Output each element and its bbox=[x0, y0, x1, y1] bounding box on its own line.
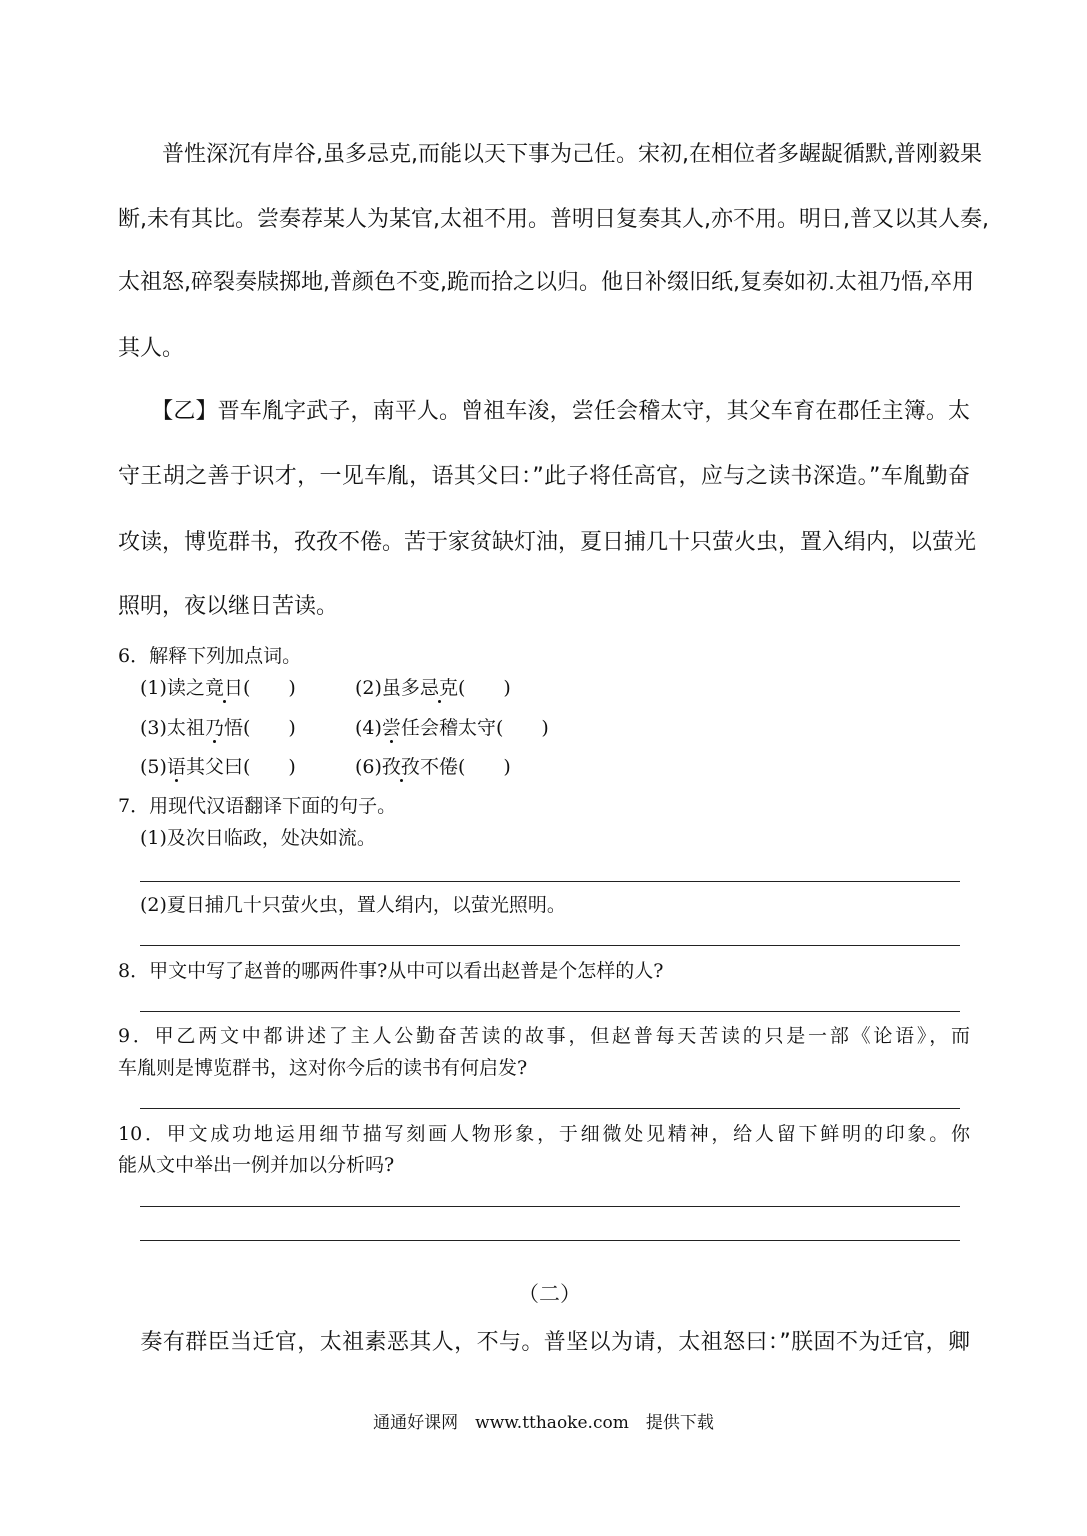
dotted-word: 忌克 bbox=[419, 677, 458, 699]
question-7-title: 7．用现代汉语翻译下面的句子。 bbox=[118, 795, 397, 817]
footer: 通通好课网 www.tthaoke.com 提供下载 bbox=[373, 1413, 714, 1433]
item-2: (2)虽多忌克( ) bbox=[355, 677, 511, 699]
answer-line[interactable] bbox=[140, 1240, 960, 1241]
item-3: (3)太祖乃悟( ) bbox=[140, 717, 296, 739]
section-heading: （二） bbox=[518, 1282, 581, 1306]
answer-line[interactable] bbox=[140, 1206, 960, 1207]
text-line: 照明，夜以继日苦读。 bbox=[118, 594, 339, 619]
answer-line[interactable] bbox=[140, 945, 960, 946]
dotted-word: 竟日 bbox=[204, 677, 243, 699]
dotted-word: 孜孜 bbox=[381, 756, 420, 778]
question-9: 9．甲乙两文中都讲述了主人公勤奋苦读的故事，但赵普每天苦读的只是一部《论语》，而 bbox=[118, 1025, 970, 1047]
text-line: 奏有群臣当迁官，太祖素恶其人，不与。普坚以为请，太祖怒曰：”朕固不为迁官，卿 bbox=[118, 1330, 970, 1355]
text-line: 断,未有其比。尝奏荐某人为某官,太祖不用。普明日复奏其人,亦不用。明日,普又以其人奏, bbox=[118, 207, 989, 232]
text-line: 其人。 bbox=[118, 336, 185, 361]
dotted-word: 尝 bbox=[381, 717, 401, 739]
question-6-row bbox=[140, 715, 992, 741]
question-6-row bbox=[140, 675, 992, 701]
item-6: (6)孜孜不倦( ) bbox=[355, 756, 511, 778]
item-1: (1)读之竟日( ) bbox=[140, 677, 296, 699]
question-9-cont: 车胤则是博览群书，这对你今后的读书有何启发? bbox=[118, 1057, 528, 1079]
question-10: 10．甲文成功地运用细节描写刻画人物形象，于细微处见精神，给人留下鲜明的印象。你 bbox=[118, 1123, 970, 1145]
answer-line[interactable] bbox=[140, 1011, 960, 1012]
text-line: 太祖怒,碎裂奏牍掷地,普颜色不变,跪而拾之以归。他日补缀旧纸,复奏如初.太祖乃悟,卒用 bbox=[118, 270, 974, 295]
question-6-title: 6．解释下列加点词。 bbox=[118, 645, 302, 667]
question-7-sentence-1: (1)及次日临政，处决如流。 bbox=[140, 827, 376, 849]
text-line: 守王胡之善于识才，一见车胤，语其父曰：”此子将任高官，应与之读书深造。”车胤勤奋 bbox=[118, 464, 970, 489]
question-10-cont: 能从文中举出一例并加以分析吗? bbox=[118, 1154, 395, 1176]
text-line: 攻读，博览群书，孜孜不倦。苦于家贫缺灯油，夏日捕几十只萤火虫，置入绢内，以萤光 bbox=[118, 530, 977, 555]
dotted-word: 乃 bbox=[204, 717, 224, 739]
text-line: 【乙】晋车胤字武子，南平人。曾祖车浚，尝任会稽太守，其父车育在郡任主簿。太 bbox=[118, 399, 970, 424]
question-8: 8．甲文中写了赵普的哪两件事?从中可以看出赵普是个怎样的人? bbox=[118, 960, 664, 982]
item-4: (4)尝任会稽太守( ) bbox=[355, 717, 549, 739]
item-5: (5)语其父曰( ) bbox=[140, 756, 296, 778]
question-6-row bbox=[140, 754, 992, 780]
dotted-word: 语 bbox=[166, 756, 186, 778]
text-line: 普性深沉有岸谷,虽多忌克,而能以天下事为己任。宋初,在相位者多龌龊循默,普刚毅果 bbox=[118, 142, 982, 167]
answer-line[interactable] bbox=[140, 881, 960, 882]
question-7-sentence-2: (2)夏日捕几十只萤火虫，置人绢内，以萤光照明。 bbox=[140, 894, 566, 916]
answer-line[interactable] bbox=[140, 1108, 960, 1109]
